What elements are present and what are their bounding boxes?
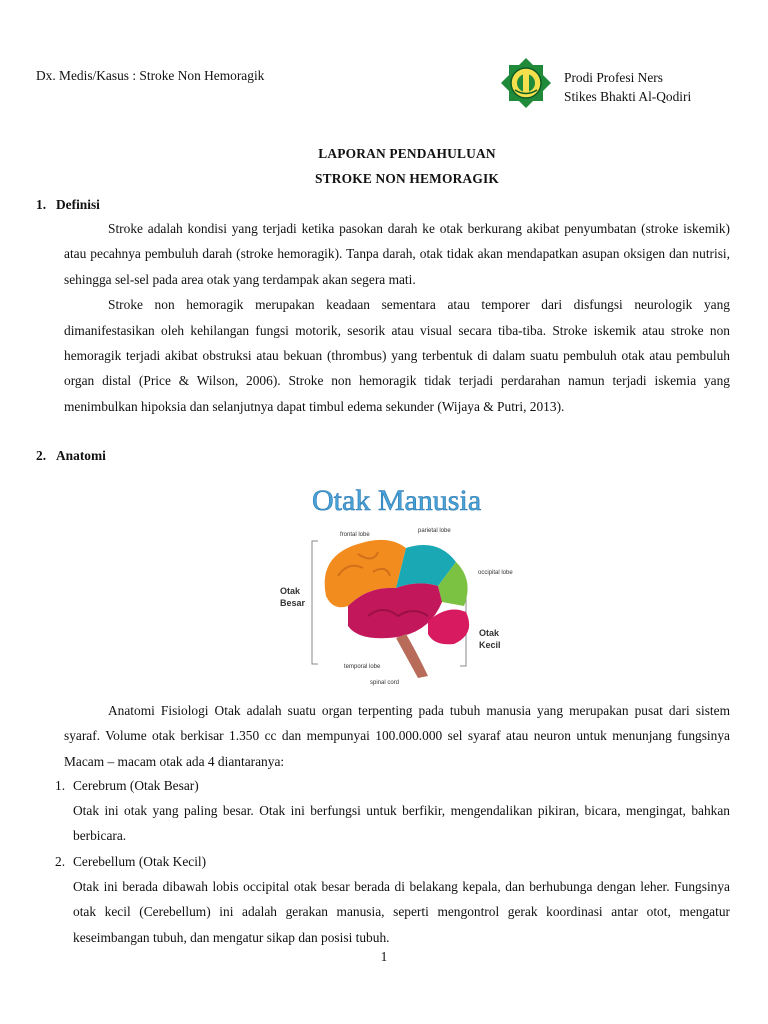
section-number: 1. <box>36 197 47 212</box>
section-title: Anatomi <box>56 448 106 463</box>
page-number: 1 <box>380 949 388 964</box>
label-spinal: spinal cord <box>370 680 400 686</box>
header-case: Dx. Medis/Kasus : Stroke Non Hemoragik <box>36 68 265 83</box>
label-frontal: frontal lobe <box>340 532 370 538</box>
label-temporal: temporal lobe <box>344 664 381 670</box>
list-item-title <box>55 854 206 870</box>
list-number: 2. <box>55 854 66 869</box>
figure-title: Otak Manusia <box>312 484 482 517</box>
label-parietal: parietal lobe <box>418 528 451 534</box>
section-heading-anatomi <box>36 448 106 464</box>
paragraph: Stroke adalah kondisi yang terjadi ketika pasokan darah ke otak berkurang akibat penyumbatan (stroke iskemik) atau pecahnya pembuluh darah (stroke hemoragik). Tanpa darah, otak tidak akan mendapatkan asupan oksigen dan nutrisi, sehingga sel-sel pada area otak yang terdampak akan segera mati. <box>64 221 730 287</box>
header-school: Stikes Bhakti Al-Qodiri <box>564 89 692 104</box>
anatomi-intro <box>64 698 730 774</box>
definisi-paragraphs <box>64 216 730 419</box>
list-title: Cerebellum (Otak Kecil) <box>73 854 207 869</box>
document-subtitle: STROKE NON HEMORAGIK <box>314 171 500 186</box>
list-item-title <box>55 778 199 794</box>
label-otak-besar-2: Besar <box>280 598 306 608</box>
list-number: 1. <box>55 778 66 793</box>
brain-diagram <box>278 476 518 690</box>
label-otak-kecil-2: Kecil <box>479 640 501 650</box>
list-title: Cerebrum (Otak Besar) <box>73 778 199 793</box>
section-number: 2. <box>36 448 47 463</box>
label-occipital: occipital lobe <box>478 570 513 576</box>
header-prodi: Prodi Profesi Ners <box>564 70 663 85</box>
paragraph: Anatomi Fisiologi Otak adalah suatu organ terpenting pada tubuh manusia yang merupakan pusat dari sistem syaraf. Volume otak berkisar 1.350 cc dan mempunyai 100.000.000 sel syaraf atau neuron untuk menunjang fungsinya Macam – macam otak ada 4 diantaranya: <box>64 703 730 769</box>
institution-logo <box>500 57 552 109</box>
document-title: LAPORAN PENDAHULUAN <box>318 146 496 161</box>
section-title: Definisi <box>56 197 100 212</box>
list-item-body: Otak ini otak yang paling besar. Otak ini berfungsi untuk berfikir, mengendalikan pikiran, bicara, mengingat, bahkan berbicara. <box>73 803 730 844</box>
list-item-body: Otak ini berada dibawah lobis occipital otak besar berada di belakang kepala, dan berhubunga dengan leher. Fungsinya otak kecil (Cerebellum) ini adalah gerakan manusia, seperti mengontrol gerak koordinasi antar otot, mengatur keseimbangan tubuh, dan mengatur sikap dan posisi tubuh. <box>73 879 730 945</box>
header-institution <box>564 68 691 106</box>
label-otak-besar-1: Otak <box>280 586 301 596</box>
section-heading-definisi <box>36 197 100 213</box>
label-otak-kecil-1: Otak <box>479 628 500 638</box>
paragraph: Stroke non hemoragik merupakan keadaan sementara atau temporer dari disfungsi neurologik yang dimanifestasikan oleh kehilangan fungsi motorik, sesorik atau visual secara tiba-tiba. Stroke iskemik atau stroke non hemoragik terjadi akibat obstruksi atau bekuan (thrombus) yang terbentuk di dalam suatu pembuluh otak atau pembuluh organ distal (Price & Wilson, 2006). Stroke non hemoragik tidak terjadi perdarahan namun terjadi iskemia yang menimbulkan hipoksia dan selanjutnya dapat timbul edema sekunder (Wijaya & Putri, 2013). <box>64 297 730 414</box>
